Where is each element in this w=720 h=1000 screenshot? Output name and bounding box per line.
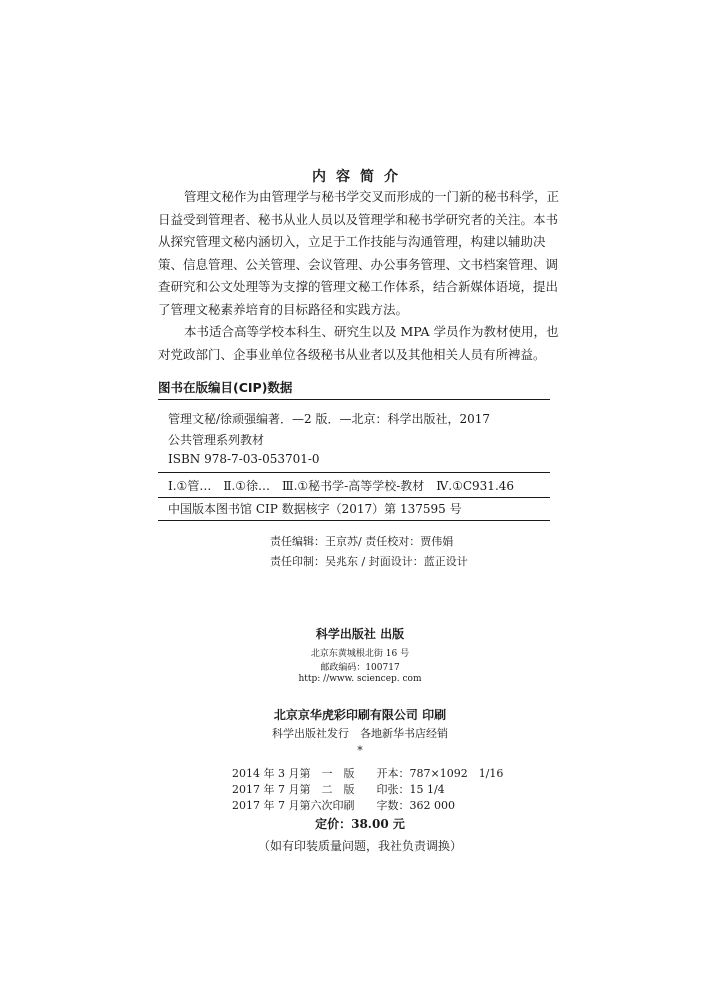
publisher-website: http: //www. sciencep. com xyxy=(298,674,422,684)
separator-asterisk: * xyxy=(357,744,363,757)
publisher-name: 科学出版社 出版 xyxy=(315,627,405,641)
cip-bottom-rule xyxy=(158,520,550,521)
cip-rule xyxy=(158,497,550,498)
price-label: 定价：38.00 元 xyxy=(315,817,405,831)
distribution-note: 科学出版社发行 各地新华书店经销 xyxy=(272,727,448,740)
summary-line: 本书适合高等学校本科生、研究生以及 MPA 学员作为教材使用，也 xyxy=(184,324,559,339)
edition-line: 2017 年 7 月第六次印刷 字数：362 000 xyxy=(232,799,455,812)
cip-entry: ISBN 978-7-03-053701-0 xyxy=(168,452,320,466)
summary-line: 对党政部门、企事业单位各级秘书从业者以及其他相关人员有所裨益。 xyxy=(158,346,546,362)
summary-line: 从探究管理文秘内涵切入，立足于工作技能与沟通管理，构建以辅助决 xyxy=(158,234,546,249)
cip-mid-rule xyxy=(158,472,550,473)
edition-line: 2017 年 7 月第 二 版 印张：15 1/4 xyxy=(232,783,445,796)
cip-library-note: 中国版本图书馆 CIP 数据核字（2017）第 137595 号 xyxy=(168,502,462,516)
summary-line: 管理文秘作为由管理学与秘书学交叉而形成的一门新的秘书科学，正 xyxy=(184,189,560,204)
edition-line: 2014 年 3 月第 一 版 开本：787×1092 1/16 xyxy=(232,767,504,780)
cip-heading: 图书在版编目(CIP)数据 xyxy=(158,380,293,395)
cip-entry: Ⅰ.①管… Ⅱ.①徐… Ⅲ.①秘书学-高等学校-教材 Ⅳ.①C931.46 xyxy=(168,479,515,493)
publisher-address: 北京东黄城根北街 16 号 xyxy=(310,649,410,659)
summary-text xyxy=(158,186,558,366)
quality-notice: （如有印装质量问题，我社负责调换） xyxy=(257,839,462,853)
summary-line: 策、信息管理、公关管理、会议管理、办公事务管理、文书档案管理、调 xyxy=(158,256,559,272)
summary-line: 了管理文秘素养培育的目标路径和实践方法。 xyxy=(158,301,409,317)
cip-entry: 公共管理系列教材 xyxy=(168,433,265,447)
credits-production: 责任印制：吴兆东 / 封面设计：蓝正设计 xyxy=(270,555,468,568)
summary-title: 内容简介 xyxy=(312,169,408,185)
cip-top-rule xyxy=(158,399,550,400)
summary-line: 查研究和公文处理等为支撑的管理文秘工作体系，结合新媒体语境，提出 xyxy=(158,279,559,294)
credits-editors: 责任编辑：王京苏/ 责任校对：贾伟娟 xyxy=(270,535,454,548)
summary-line: 日益受到管理者、秘书从业人员以及管理学和秘书学研究者的关注。本书 xyxy=(158,211,559,227)
cip-entry: 管理文秘/徐顽强编著．—2 版．—北京：科学出版社，2017 xyxy=(168,412,491,426)
printer-name: 北京京华虎彩印刷有限公司 印刷 xyxy=(273,708,447,722)
publisher-postcode: 邮政编码：100717 xyxy=(320,663,400,673)
